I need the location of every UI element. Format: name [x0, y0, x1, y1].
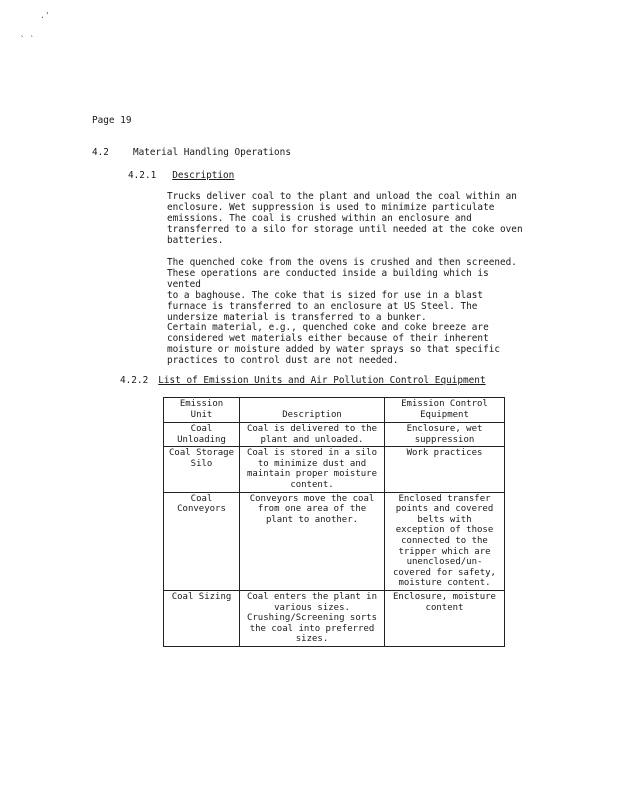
table-cell: Coal Sizing [164, 590, 240, 646]
subsection-number: 4.2.1 [128, 170, 157, 181]
table-cell: Coal is delivered to the plant and unloaded. [240, 423, 385, 447]
column-header: Emission Unit [164, 398, 240, 423]
column-header: Description [240, 398, 385, 423]
table-cell: Enclosed transfer points and covered belts with exception of those connected to the tripper which are unenclosed/un- covered for safety, moisture content. [385, 492, 505, 590]
paragraph: Trucks deliver coal to the plant and unload the coal within an enclosure. Wet suppression is used to minimize particulate emissions. The coal is crushed within an enclosure and transferred to a silo for storage until needed at the coke oven batteries. [167, 191, 523, 246]
table-cell: Conveyors move the coal from one area of the plant to another. [240, 492, 385, 590]
paragraph: The quenched coke from the ovens is crushed and then screened. These operations are conducted inside a building which is vented to a baghouse. The coke that is sized for use in a blast furnace is transferred to an enclosure at US Steel. The undersize material is transferred to a bunker. [167, 257, 517, 323]
section-number: 4.2 [92, 147, 109, 158]
table-row [164, 447, 505, 492]
emission-units-table [163, 397, 505, 647]
table-cell: Coal Conveyors [164, 492, 240, 590]
table-cell: Work practices [385, 447, 505, 492]
subsection-number: 4.2.2 [120, 375, 149, 386]
table-cell: Coal Storage Silo [164, 447, 240, 492]
scan-speck: ` ` [20, 35, 35, 44]
table-row [164, 590, 505, 646]
table-cell: Enclosure, wet suppression [385, 423, 505, 447]
table-cell: Enclosure, moisture content [385, 590, 505, 646]
page-label: Page 19 [92, 115, 132, 126]
table-cell: Coal is stored in a silo to minimize dust and maintain proper moisture content. [240, 447, 385, 492]
column-header: Emission Control Equipment [385, 398, 505, 423]
scan-speck: .' [40, 11, 50, 20]
table-cell: Coal enters the plant in various sizes. Crushing/Screening sorts the coal into preferred sizes. [240, 590, 385, 646]
table-row [164, 423, 505, 447]
subsection-title: List of Emission Units and Air Pollution Control Equipment [158, 375, 486, 386]
subsection-heading [128, 170, 234, 181]
subsection-heading [120, 375, 486, 386]
section-heading [92, 147, 291, 158]
table-cell: Coal Unloading [164, 423, 240, 447]
subsection-title: Description [172, 170, 235, 181]
table-header-row [164, 398, 505, 423]
section-title: Material Handling Operations [132, 147, 291, 158]
table-row [164, 492, 505, 590]
paragraph: Certain material, e.g., quenched coke and coke breeze are considered wet materials either because of their inherent moisture or moisture added by water sprays so that specific practices to control dust are not needed. [167, 322, 501, 366]
